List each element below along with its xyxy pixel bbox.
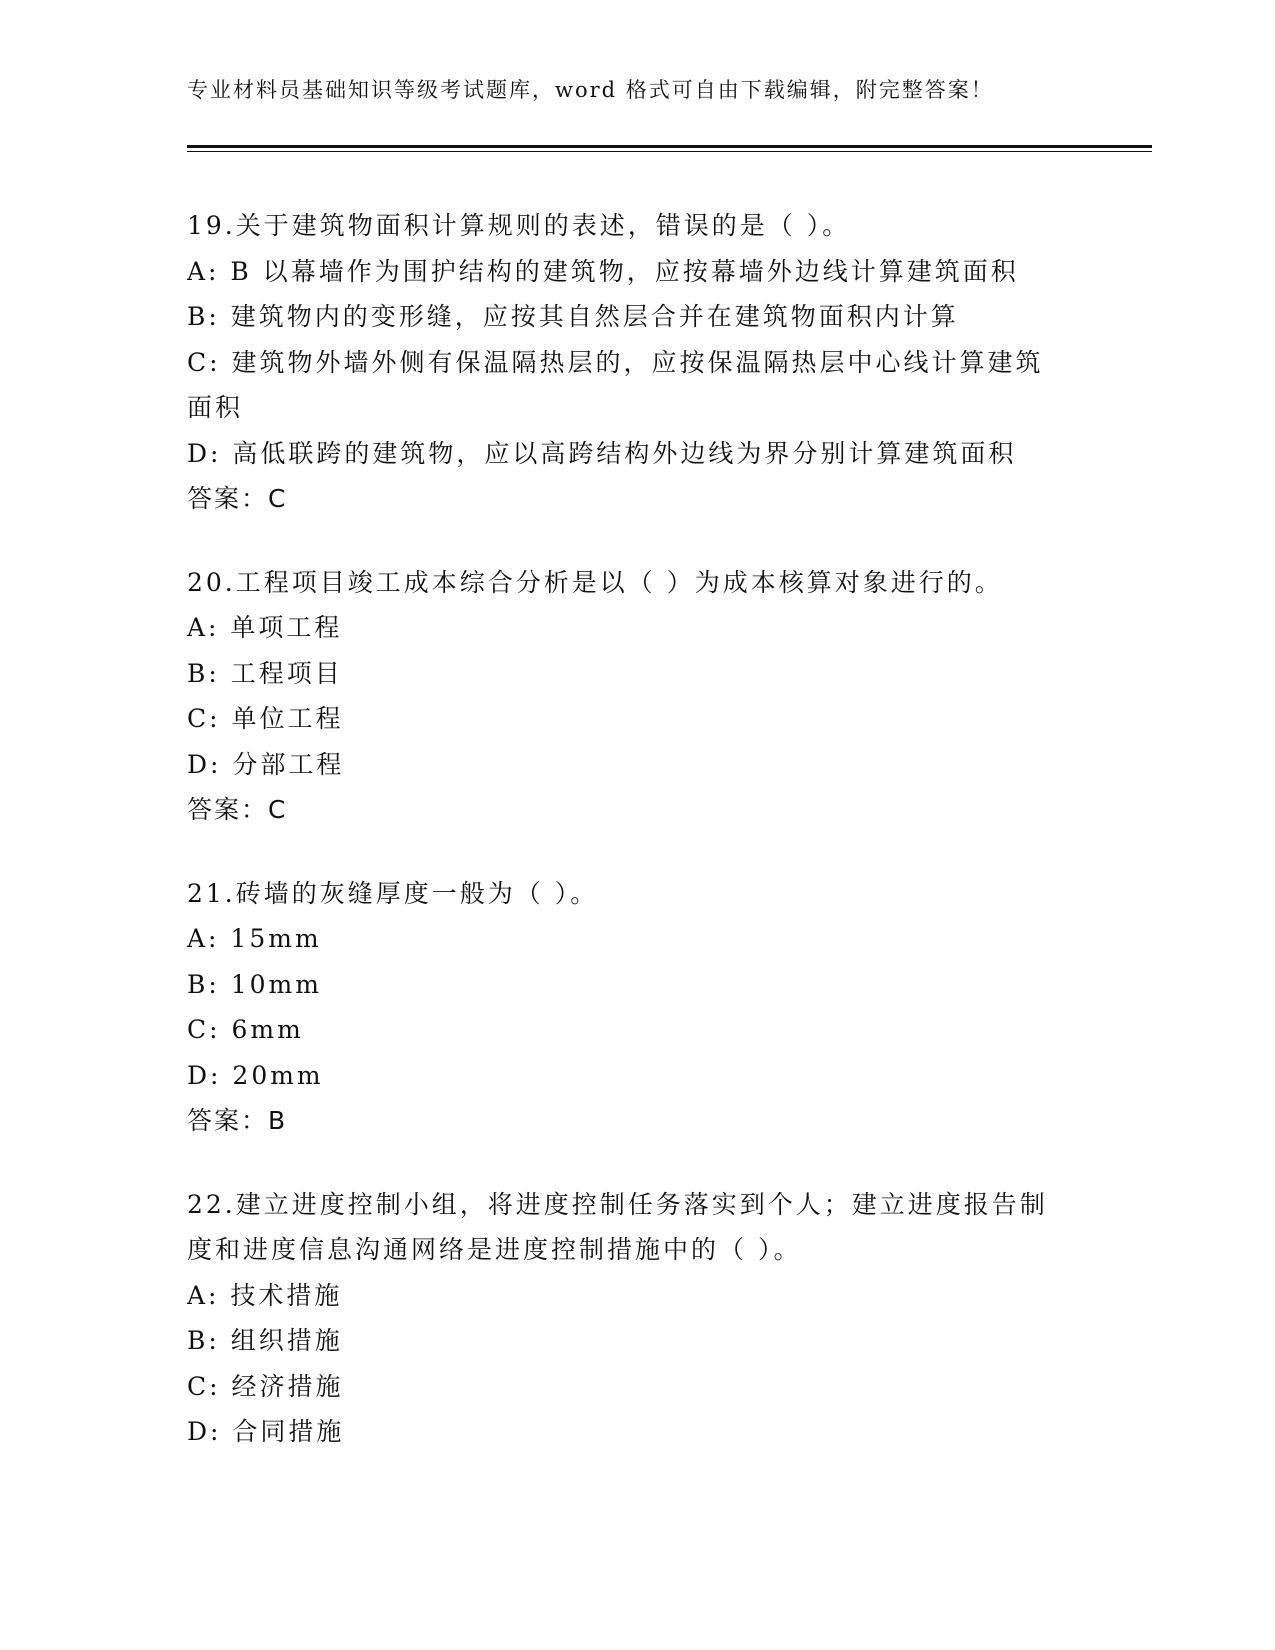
option-c-continued: 面积 bbox=[187, 393, 244, 422]
answer: 答案：B bbox=[187, 1106, 288, 1135]
answer: 答案：C bbox=[187, 484, 288, 513]
option-d: D: 分部工程 bbox=[187, 749, 345, 779]
question-21 bbox=[187, 871, 1087, 1144]
option-a: A: B 以幕墙作为围护结构的建筑物，应按幕墙外边线计算建筑面积 bbox=[187, 256, 1019, 286]
question-stem-continued: 度和进度信息沟通网络是进度控制措施中的（ ）。 bbox=[187, 1235, 802, 1264]
question-20 bbox=[187, 560, 1087, 833]
option-b: B: 10mm bbox=[187, 969, 322, 999]
option-c: C: 经济措施 bbox=[187, 1371, 344, 1401]
header-rule-thin bbox=[187, 151, 1152, 152]
option-a: A: 15mm bbox=[187, 924, 322, 953]
option-b: B: 建筑物内的变形缝，应按其自然层合并在建筑物面积内计算 bbox=[187, 302, 959, 331]
answer: 答案：C bbox=[187, 795, 288, 824]
option-a: A: 单项工程 bbox=[187, 613, 343, 642]
question-stem: 22.建立进度控制小组，将进度控制任务落实到个人；建立进度报告制 bbox=[187, 1189, 1048, 1219]
question-22 bbox=[187, 1182, 1087, 1455]
option-b: B: 组织措施 bbox=[187, 1326, 343, 1355]
option-c: C: 单位工程 bbox=[187, 704, 344, 733]
option-d: D: 高低联跨的建筑物，应以高跨结构外边线为界分别计算建筑面积 bbox=[187, 438, 1017, 468]
option-a: A: 技术措施 bbox=[187, 1280, 343, 1310]
question-19 bbox=[187, 203, 1087, 522]
question-stem: 20.工程项目竣工成本综合分析是以（ ）为成本核算对象进行的。 bbox=[187, 567, 1003, 597]
option-b: B: 工程项目 bbox=[187, 658, 343, 688]
option-c: C: 建筑物外墙外侧有保温隔热层的，应按保温隔热层中心线计算建筑 bbox=[187, 347, 1044, 377]
option-d: D: 20mm bbox=[187, 1060, 324, 1090]
question-list bbox=[187, 203, 1087, 1493]
option-d: D: 合同措施 bbox=[187, 1417, 345, 1446]
header-rule-thick bbox=[187, 145, 1152, 148]
question-stem: 19.关于建筑物面积计算规则的表述，错误的是（ ）。 bbox=[187, 211, 851, 240]
page-header: 专业材料员基础知识等级考试题库，word 格式可自由下载编辑，附完整答案！ bbox=[187, 78, 994, 102]
question-stem: 21.砖墙的灰缝厚度一般为（ ）。 bbox=[187, 878, 599, 908]
option-c: C: 6mm bbox=[187, 1015, 304, 1044]
